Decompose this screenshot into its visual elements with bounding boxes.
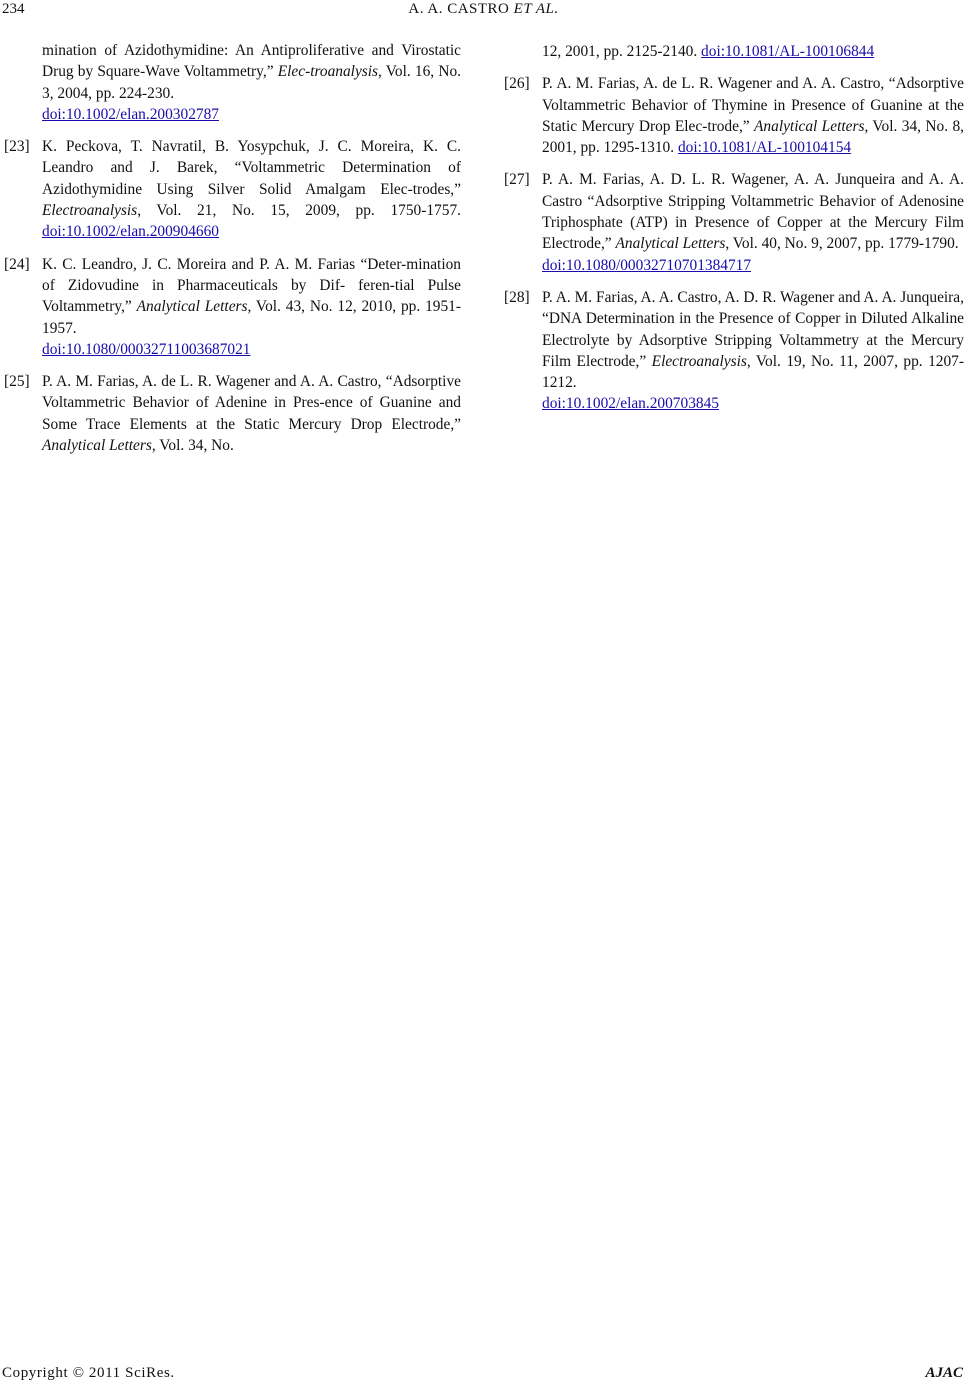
journal-name: Electroanalysis <box>651 352 747 370</box>
reference-number: [24] <box>4 255 30 273</box>
reference-body: P. A. M. Farias, A. de L. R. Wagener and A. A. Castro, “Adsorptive Voltammetric Behavior of Thymine in Presence of Guanine at the Static Mercury Drop Elec-trode,” Analytical Letters, Vol. 34, No. 8, 2001, pp. 1295-1310. doi:10.1081/AL-100104154 <box>542 75 964 157</box>
journal-abbreviation: AJAC <box>925 1365 963 1381</box>
reference-item <box>4 371 461 456</box>
reference-body: P. A. M. Farias, A. A. Castro, A. D. R. Wagener and A. A. Junqueira, “DNA Determination in the Presence of Copper in Diluted Alkaline Electrolyte by Adsorptive Stripping Voltammetry at the Mercury Film Electrode,” Electroanalysis, Vol. 19, No. 11, 2007, pp. 1207-1212. doi:10.1002/elan.200703845 <box>542 288 964 413</box>
reference-number: [26] <box>504 75 530 93</box>
reference-continued <box>504 41 964 62</box>
running-title-et-al: ET AL. <box>513 1 559 17</box>
doi-link[interactable]: doi:10.1002/elan.200703845 <box>542 395 719 413</box>
doi-link[interactable]: doi:10.1002/elan.200302787 <box>42 105 219 123</box>
copyright-notice: Copyright © 2011 SciRes. <box>2 1365 175 1381</box>
page-header <box>0 0 967 24</box>
page-number: 234 <box>2 1 25 17</box>
reference-body: K. C. Leandro, J. C. Moreira and P. A. M. Farias “Deter-mination of Zidovudine in Pharmaceuticals by Dif- feren-tial Pulse Voltammetry,” Analytical Letters, Vol. 43, No. 12, 2010, pp. 1951-1957. doi:10.1080/00032711003687021 <box>42 255 461 358</box>
doi-link[interactable]: doi:10.1002/elan.200904660 <box>42 223 219 241</box>
journal-name: Analytical Letters <box>754 117 865 135</box>
reference-body: P. A. M. Farias, A. de L. R. Wagener and A. A. Castro, “Adsorptive Voltammetric Behavior of Adenine in Pres-ence of Guanine and Some Trace Elements at the Static Mercury Drop Electrode,” Analytical Letters, Vol. 34, No. <box>42 373 461 455</box>
right-column <box>504 41 964 426</box>
doi-link[interactable]: doi:10.1081/AL-100104154 <box>677 139 852 157</box>
reference-number: [23] <box>4 138 30 156</box>
journal-name: Analytical Letters <box>615 235 726 253</box>
journal-name: Analytical Letters <box>42 437 152 455</box>
journal-name: Analytical Letters <box>136 298 248 316</box>
reference-body: P. A. M. Farias, A. D. L. R. Wagener, A. A. Junqueira and A. A. Castro “Adsorptive Stripping Voltammetric Behavior of Adenosine Triphosphate (ATP) in Presence of Copper at the Mercury Film Electrode,” Analytical Letters, Vol. 40, No. 9, 2007, pp. 1779-1790. doi:10.1080/00032710701384717 <box>542 171 964 274</box>
running-title-authors: A. A. CASTRO <box>408 1 510 17</box>
journal-name: Elec-troanalysis <box>277 63 379 81</box>
reference-number: [25] <box>4 373 30 391</box>
doi-link[interactable]: doi:10.1080/00032711003687021 <box>42 340 251 358</box>
reference-item <box>4 254 461 360</box>
reference-item <box>504 169 964 275</box>
reference-body: K. Peckova, T. Navratil, B. Yosypchuk, J. C. Moreira, K. C. Leandro and J. Barek, “Voltammetric Determination of Azidothymidine Using Silver Solid Amalgam Elec-trodes,” Electroanalysis, Vol. 21, No. 15, 2009, pp. 1750-1757. doi:10.1002/elan.200904660 <box>42 138 461 241</box>
reference-item <box>504 73 964 158</box>
reference-continued <box>4 40 461 125</box>
left-column <box>4 40 461 467</box>
reference-number: [27] <box>504 171 530 189</box>
reference-item <box>504 287 964 415</box>
doi-link[interactable]: doi:10.1080/00032710701384717 <box>542 256 752 274</box>
reference-body: mination of Azidothymidine: An Antiproliferative and Virostatic Drug by Square-Wave Voltammetry,” Elec-troanalysis, Vol. 16, No. 3, 2004, pp. 224-230. doi:10.1002/elan.200302787 <box>42 42 461 123</box>
reference-body: 12, 2001, pp. 2125-2140. doi:10.1081/AL-100106844 <box>542 43 875 60</box>
journal-name: Electroanalysis <box>42 202 138 220</box>
running-title <box>0 1 967 18</box>
reference-item <box>4 136 461 242</box>
doi-link[interactable]: doi:10.1081/AL-100106844 <box>701 43 875 60</box>
reference-number: [28] <box>504 288 530 306</box>
